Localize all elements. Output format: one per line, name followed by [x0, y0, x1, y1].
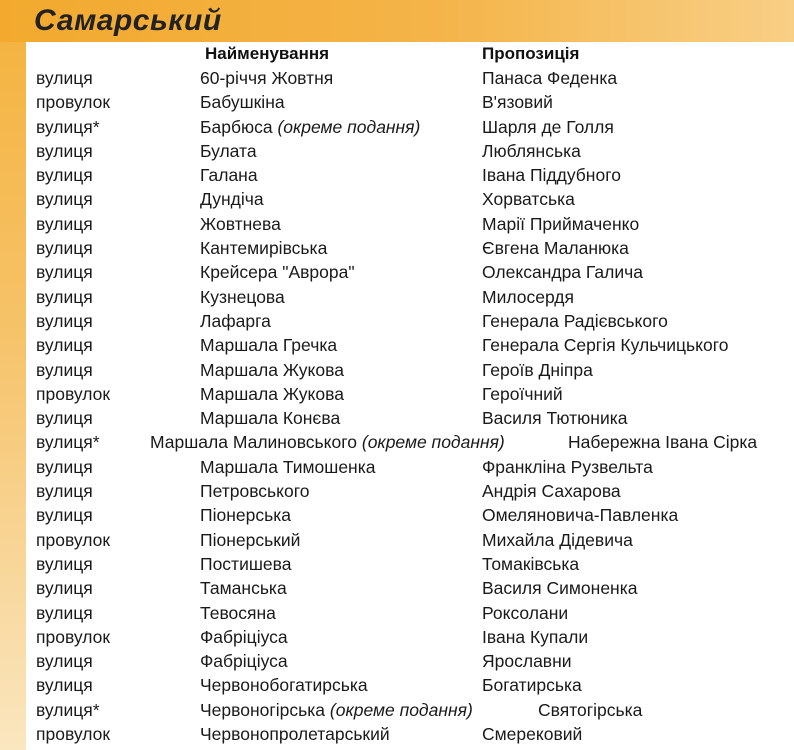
- current-name: Піонерська: [200, 505, 291, 526]
- table-row: [0, 68, 794, 92]
- table-row: [0, 554, 794, 578]
- table-row: [0, 675, 794, 699]
- table-row: [0, 627, 794, 651]
- table-row: [0, 335, 794, 359]
- proposed-name: Івана Піддубного: [482, 165, 621, 186]
- separate-submission-note: (окреме подання): [329, 699, 473, 720]
- table-row: [0, 117, 794, 141]
- proposed-name: Євгена Маланюка: [482, 238, 629, 259]
- table-row: [0, 214, 794, 238]
- proposed-name: Михайла Дідевича: [482, 529, 633, 550]
- street-type: вулиця: [36, 165, 93, 186]
- street-type: провулок: [36, 529, 111, 550]
- proposed-name: В'язовий: [482, 92, 553, 113]
- street-type: вулиця*: [36, 699, 100, 720]
- proposed-name: Томаківська: [482, 553, 580, 574]
- street-type: вулиця*: [36, 116, 100, 137]
- table-row: [0, 92, 794, 116]
- current-name: Крейсера "Аврора": [200, 262, 355, 283]
- table-row: [0, 432, 794, 456]
- current-name: Маршала Тимошенка: [200, 456, 376, 477]
- table-row: [0, 530, 794, 554]
- proposed-name: Олександра Галича: [482, 262, 643, 283]
- current-name: Дундіча: [200, 189, 264, 210]
- current-name: Галана: [200, 165, 258, 186]
- current-name: Червоногірська (окреме подання): [200, 699, 473, 720]
- street-type: вулиця: [36, 189, 93, 210]
- current-name: Фабріціуса: [200, 626, 288, 647]
- current-name: Постишева: [200, 553, 292, 574]
- street-type: вулиця: [36, 505, 93, 526]
- proposed-name: Марії Приймаченко: [482, 213, 640, 234]
- table-row: [0, 651, 794, 675]
- current-name: Маршала Гречка: [200, 335, 338, 356]
- street-type: вулиця: [36, 335, 93, 356]
- current-name: Маршала Малиновського (окреме подання): [150, 432, 505, 453]
- current-name: Піонерський: [200, 529, 301, 550]
- street-type: вулиця: [36, 238, 93, 259]
- current-name: Лафарга: [200, 310, 271, 331]
- table-row: [0, 481, 794, 505]
- proposed-name: Богатирська: [482, 675, 582, 696]
- proposed-name: Івана Купали: [482, 626, 589, 647]
- current-name: Барбюса (окреме подання): [200, 116, 421, 137]
- current-name: Бабушкіна: [200, 92, 285, 113]
- street-type: вулиця: [36, 140, 93, 161]
- street-rename-table: [0, 68, 794, 748]
- table-row: [0, 141, 794, 165]
- current-name: Петровського: [200, 481, 310, 502]
- proposed-name: Роксолани: [482, 602, 569, 623]
- proposed-name: Ярославни: [482, 651, 572, 672]
- current-name: 60-річчя Жовтня: [200, 68, 334, 88]
- table-row: [0, 700, 794, 724]
- table-row: [0, 287, 794, 311]
- table-row: [0, 603, 794, 627]
- current-name: Тевосяна: [200, 602, 276, 623]
- table-row: [0, 724, 794, 748]
- street-type: вулиця: [36, 213, 93, 234]
- street-type: провулок: [36, 724, 111, 745]
- current-name: Кузнецова: [200, 286, 285, 307]
- street-type: вулиця: [36, 456, 93, 477]
- proposed-name: Андрія Сахарова: [482, 481, 621, 502]
- street-type: провулок: [36, 92, 111, 113]
- table-row: [0, 311, 794, 335]
- street-type: вулиця: [36, 286, 93, 307]
- street-type: вулиця: [36, 675, 93, 696]
- street-type: вулиця: [36, 651, 93, 672]
- current-name: Фабріціуса: [200, 651, 288, 672]
- street-type: провулок: [36, 626, 111, 647]
- proposed-name: Смерековий: [482, 724, 583, 745]
- table-row: [0, 408, 794, 432]
- street-type: вулиця: [36, 553, 93, 574]
- proposed-name: Набережна Івана Сірка: [568, 432, 758, 453]
- column-header-proposal: Пропозиція: [482, 44, 580, 63]
- street-type: вулиця: [36, 310, 93, 331]
- proposed-name: Милосердя: [482, 286, 574, 307]
- current-name: Маршала Жукова: [200, 359, 344, 380]
- table-row: [0, 189, 794, 213]
- table-row: [0, 578, 794, 602]
- separate-submission-note: (окреме подання): [361, 432, 505, 453]
- proposed-name: Василя Тютюника: [482, 408, 628, 429]
- street-type: провулок: [36, 383, 111, 404]
- street-type: вулиця: [36, 359, 93, 380]
- street-type: вулиця: [36, 262, 93, 283]
- table-row: [0, 165, 794, 189]
- current-name: Булата: [200, 140, 257, 161]
- current-name: Маршала Жукова: [200, 383, 344, 404]
- proposed-name: Святогірська: [538, 699, 643, 720]
- current-name: Таманська: [200, 578, 287, 599]
- street-type: вулиця: [36, 408, 93, 429]
- current-name: Маршала Конєва: [200, 408, 341, 429]
- table-row: [0, 238, 794, 262]
- street-type: вулиця: [36, 68, 93, 88]
- proposed-name: Героїв Дніпра: [482, 359, 593, 380]
- table-row: [0, 262, 794, 286]
- table-row: [0, 384, 794, 408]
- current-name: Червонобогатирська: [200, 675, 368, 696]
- current-name: Жовтнева: [200, 213, 281, 234]
- proposed-name: Василя Симоненка: [482, 578, 638, 599]
- street-type: вулиця: [36, 602, 93, 623]
- street-type: вулиця: [36, 578, 93, 599]
- proposed-name: Франкліна Рузвельта: [482, 456, 653, 477]
- street-type: вулиця: [36, 481, 93, 502]
- current-name: Кантемирівська: [200, 238, 328, 259]
- proposed-name: Героїчний: [482, 383, 563, 404]
- proposed-name: Омеляновича-Павленка: [482, 505, 679, 526]
- district-title: Самарський: [34, 4, 222, 37]
- proposed-name: Генерала Сергія Кульчицького: [482, 335, 729, 356]
- street-type: вулиця*: [36, 432, 100, 453]
- table-row: [0, 360, 794, 384]
- current-name: Червонопролетарський: [200, 724, 390, 745]
- table-row: [0, 457, 794, 481]
- separate-submission-note: (окреме подання): [277, 116, 421, 137]
- proposed-name: Люблянська: [482, 140, 581, 161]
- proposed-name: Генерала Радієвського: [482, 310, 668, 331]
- table-row: [0, 505, 794, 529]
- proposed-name: Хорватська: [482, 189, 575, 210]
- column-header-name: Найменування: [205, 44, 330, 63]
- proposed-name: Шарля де Голля: [482, 116, 614, 137]
- header-band: [0, 0, 794, 42]
- proposed-name: Панаса Феденка: [482, 68, 618, 88]
